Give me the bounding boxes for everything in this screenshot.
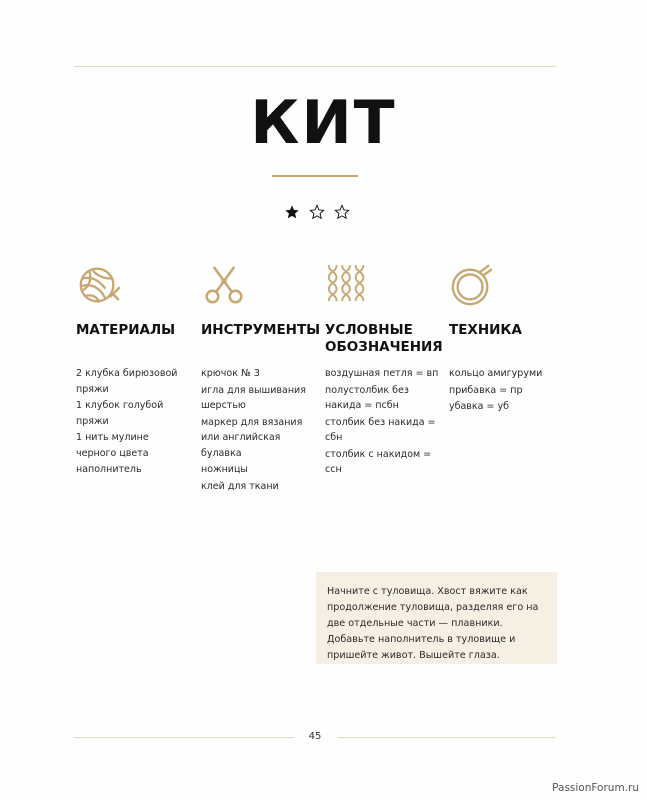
list-item: ножницы [201, 464, 248, 475]
list-item: убавка = уб [449, 401, 509, 412]
difficulty-rating [284, 204, 354, 224]
watermark: PassionForum.ru [552, 782, 639, 794]
column-heading: МАТЕРИАЛЫ [76, 322, 176, 338]
list-item: маркер для вязания или английская булавка [201, 416, 303, 459]
yarn-ball-icon [76, 262, 196, 310]
page-title: КИТ [250, 88, 397, 158]
page-number: 45 [308, 731, 322, 742]
list-item: столбик с накидом = ссн [325, 448, 432, 475]
column-heading: ТЕХНИКА [449, 322, 522, 338]
list-item: прибавка = пр [449, 384, 523, 396]
list-item: 2 клубка бирюзовой пряжи [76, 368, 178, 395]
list-item: игла для вышивания шерстью [201, 384, 306, 411]
star-empty-icon [334, 204, 350, 220]
instruction-note: Начните с туловища. Хвост вяжите как продолжение туловища, разделяя его на две отдельные части — плавники. Добавьте наполнитель в туловище и пришейте живот. Вышейте глаза. [316, 572, 557, 664]
list-item: воздушная петля = вп [325, 368, 439, 379]
star-filled-icon [284, 204, 300, 220]
column-materials [76, 262, 196, 479]
list-item: клей для ткани [201, 480, 279, 492]
footer-divider-left [74, 737, 294, 738]
knit-stitches-icon [325, 262, 445, 310]
list-item: 1 клубок голубой пряжи [76, 400, 164, 427]
list-item: кольцо амигуруми [449, 368, 543, 379]
title-underline [272, 175, 358, 177]
column-technique [449, 262, 569, 416]
column-tools [201, 262, 321, 495]
list-item: наполнитель [76, 464, 142, 475]
embroidery-hoop-icon [449, 262, 569, 310]
list-item: крючок № 3 [201, 368, 260, 379]
list-item: полустолбик без накида = псбн [325, 384, 409, 411]
footer-divider-right [338, 737, 556, 738]
list-item: столбик без накида = сбн [325, 416, 436, 443]
star-empty-icon [309, 204, 325, 220]
column-heading: УСЛОВНЫЕ ОБОЗНАЧЕНИЯ [325, 322, 443, 355]
column-legend [325, 262, 445, 479]
scissors-icon [201, 262, 321, 310]
top-divider [74, 66, 556, 67]
column-heading: ИНСТРУМЕНТЫ [201, 322, 321, 338]
list-item: 1 нить мулине черного цвета [76, 432, 149, 459]
